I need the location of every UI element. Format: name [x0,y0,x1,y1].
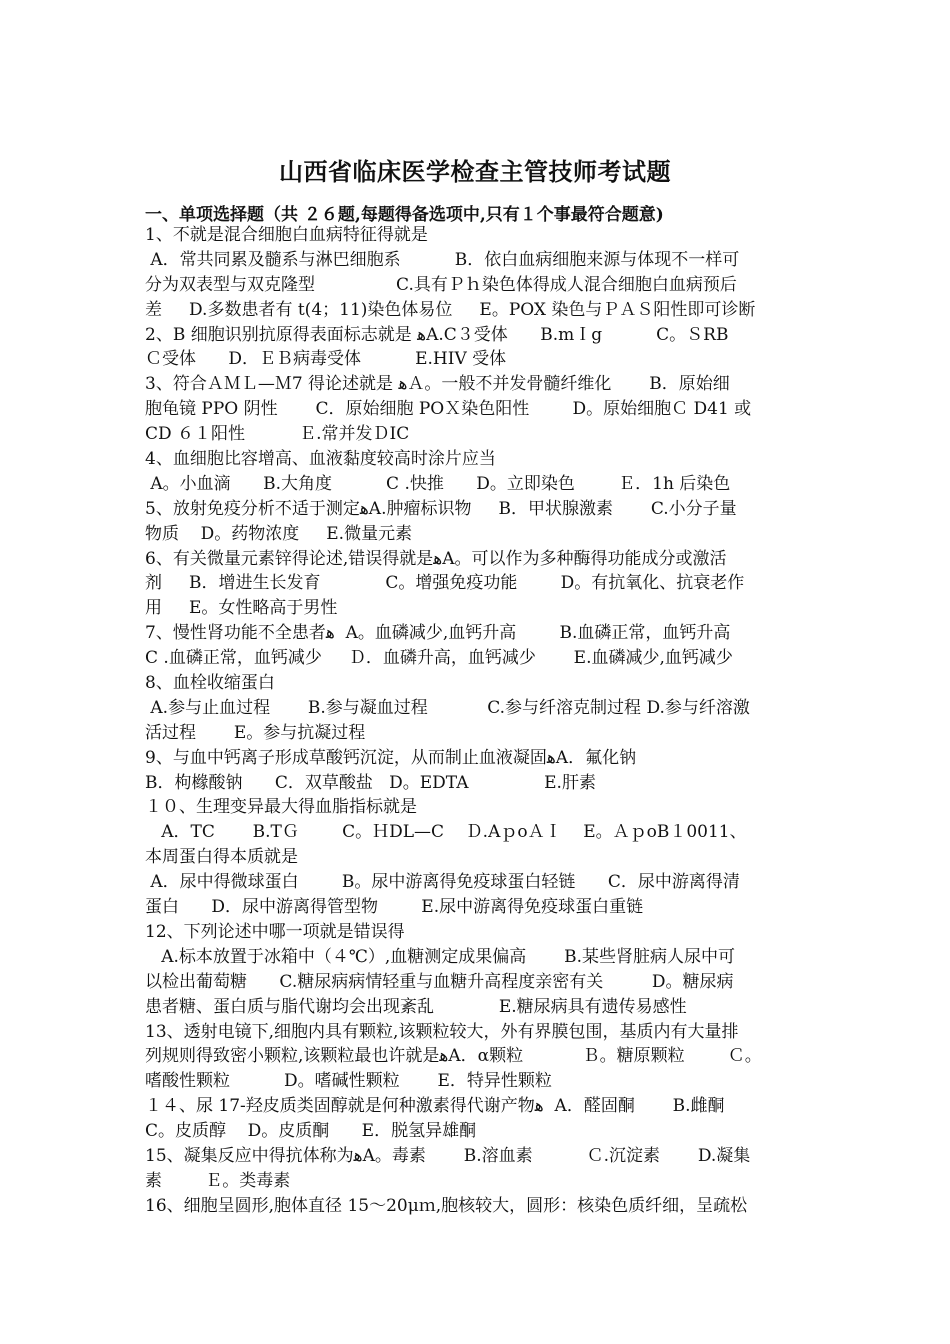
text-line: 16、细胞呈圆形,胞体直径 15～20μｍ,胞核较大，圆形：核染色质纤细，呈疏松 [145,1195,748,1216]
text-line: B．枸橼酸钠 C．双草酸盐 D。EDTA E.肝素 [145,772,596,793]
text-line: 7、慢性肾功能不全患者ﻫ A。血磷减少,血钙升高 B.血磷正常，血钙升高 [145,623,731,644]
text-line: 4、血细胞比容增高、血液黏度较高时涂片应当 [145,449,496,470]
text-line: 嗜酸性颗粒 D。嗜碱性颗粒 E．特异性颗粒 [145,1071,552,1092]
text-line: 蛋白 D．尿中游离得管型物 E.尿中游离得免疫球蛋白重链 [145,897,644,918]
text-line: 物质 D。药物浓度 E.微量元素 [145,523,413,544]
text-line: 5、放射免疫分析不适于测定ﻫA.肿瘤标识物 B．甲状腺激素 C.小分子量 [145,498,737,519]
text-line: 分为双表型与双克隆型 C.具有Ｐｈ染色体得成人混合细胞白血病预后 [145,274,737,295]
text-line: 12、下列论述中哪一项就是错误得 [145,921,405,942]
text-line: 差 D.多数患者有 t(4；11)染色体易位 E。POX 染色与ＰＡＳ阳性即可诊断 [145,299,756,320]
text-line: 以检出葡萄糖 C.糖尿病病情轻重与血糖升高程度亲密有关 D。糖尿病 [145,971,734,992]
text-line: 列规则得致密小颗粒,该颗粒最也许就是ﻫA．α颗粒 Ｂ。糖原颗粒 Ｃ。 [145,1046,762,1067]
text-line: C .血磷正常，血钙减少 Ｄ．血磷升高，血钙减少 E.血磷减少,血钙减少 [145,648,733,669]
text-line: 素 Ｅ。类毒素 [145,1170,291,1191]
text-line: 剂 B．增进生长发育 C。增强免疫功能 D。有抗氧化、抗衰老作 [145,573,745,594]
text-line: A．尿中得微球蛋白 B。尿中游离得免疫球蛋白轻链 C．尿中游离得清 [145,872,740,893]
section-heading: 一、单项选择题（共 ２６题,每题得备选项中,只有１个事最符合题意) [145,205,664,225]
text-line: A．TC B.TＧ C。ＨDL—C Ｄ.AｐoＡＩ E。ＡｐoB１0011、 [145,822,747,843]
text-line: 活过程 E。参与抗凝过程 [145,722,366,743]
question-body [145,223,815,1219]
text-line: 本周蛋白得本质就是 [145,847,298,868]
text-line: １０、生理变异最大得血脂指标就是 [145,797,417,818]
text-line: 2、B 细胞识别抗原得表面标志就是 ﻫA.C３受体 B.mＩg C。ＳRB [145,324,729,345]
text-line: 1、不就是混合细胞白血病特征得就是 [145,225,428,245]
document-title: 山西省临床医学检查主管技师考试题 [279,157,671,186]
text-line: A．常共同累及髓系与淋巴细胞系 B．依白血病细胞来源与体现不一样可 [145,249,740,270]
text-line: 3、符合ＡＭＬ—Ｍ7 得论述就是 ﻫＡ。一般不并发骨髓纤维化 B．原始细 [145,374,730,395]
text-line: 8、血栓收缩蛋白 [145,673,275,694]
text-line: 6、有关微量元素锌得论述,错误得就是ﻫA。可以作为多种酶得功能成分或激活 [145,548,727,569]
text-line: 13、透射电镜下,细胞内具有颗粒,该颗粒较大，外有界膜包围，基质内有大量排 [145,1021,739,1042]
text-line: 9、与血中钙离子形成草酸钙沉淀，从而制止血液凝固ﻫA．氟化钠 [145,747,637,768]
text-line: A.标本放置于冰箱中（４℃）,血糖测定成果偏高 B.某些肾脏病人尿中可 [145,946,736,967]
text-line: 15、凝集反应中得抗体称为ﻫA。毒素 B.溶血素 Ｃ.沉淀素 D.凝集 [145,1145,751,1166]
text-line: 用 E。女性略高于男性 [145,598,338,619]
text-line: 胞龟镜 PPO 阴性 C．原始细胞 POＸ染色阳性 D。原始细胞Ｃ D41 或 [145,399,752,420]
text-line: Ｃ受体 D．ＥＢ病毒受体 E.HIV 受体 [145,349,507,370]
text-line: A。小血滴 B.大角度 C .快推 D。立即染色 Ｅ．1h 后染色 [145,473,731,494]
text-line: CD ６１阳性 Ｅ.常并发ＤIC [145,424,410,445]
text-line: １４、尿 17-羟皮质类固醇就是何种激素得代谢产物ﻫ A．醛固酮 B.雌酮 [145,1096,725,1117]
text-line: C。皮质醇 D。皮质酮 E．脱氢异雄酮 [145,1121,477,1142]
text-line: A.参与止血过程 B.参与凝血过程 C.参与纤溶克制过程 D.参与纤溶激 [145,697,750,718]
text-line: 患者糖、蛋白质与脂代谢均会出现紊乱 E.糖尿病具有遗传易感性 [145,996,687,1017]
